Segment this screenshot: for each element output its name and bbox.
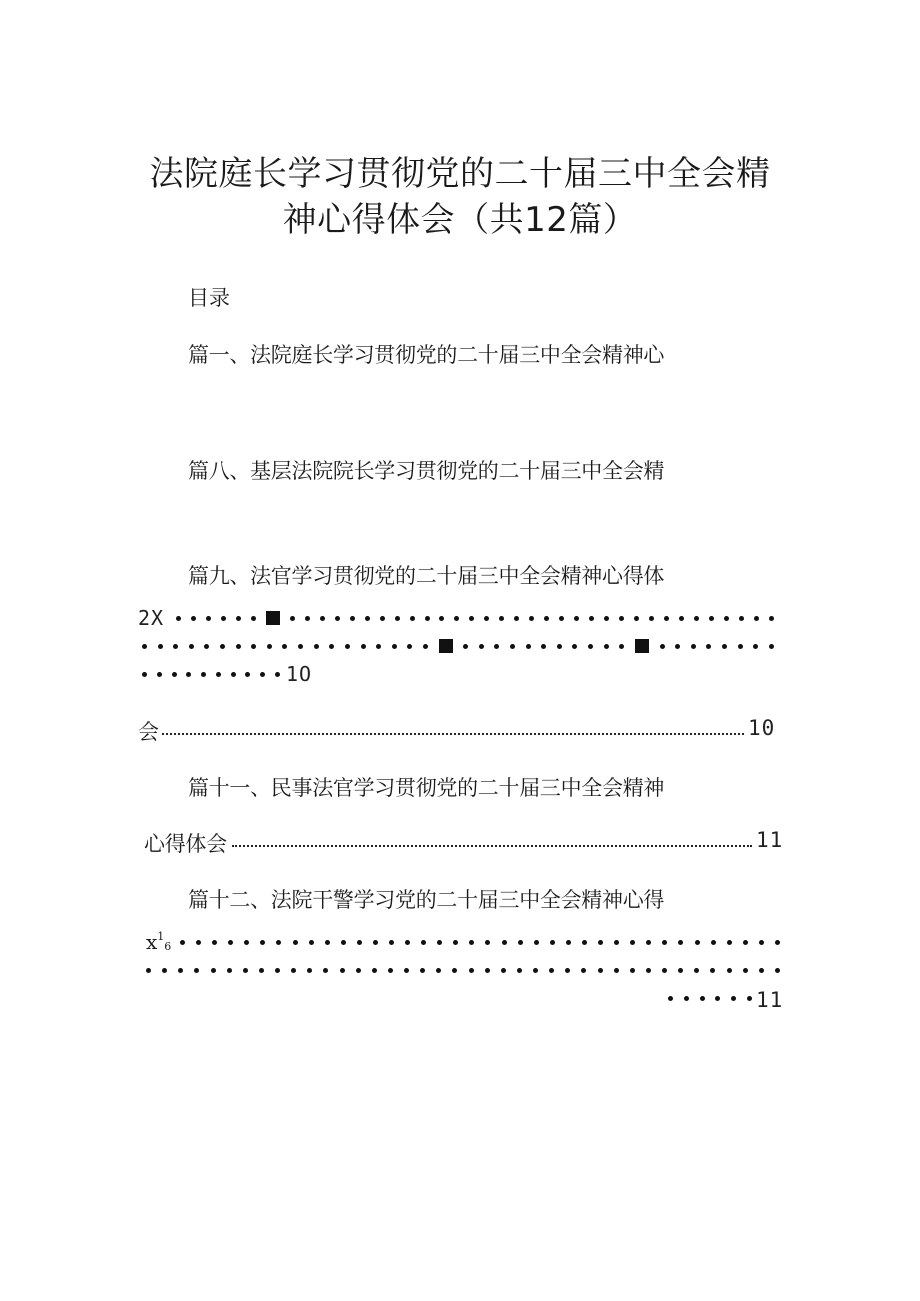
leader-dot: [172, 672, 177, 677]
leader-dot: [158, 644, 163, 649]
leader-dot: [454, 616, 459, 621]
leader-dot: [549, 968, 554, 973]
toc-entry-9[interactable]: 篇九、法官学习贯彻党的二十届三中全会精神心得体: [188, 564, 665, 588]
leader-dot: [706, 644, 711, 649]
leader-dot: [485, 968, 490, 973]
leader-dot: [356, 968, 361, 973]
leader-dot: [291, 968, 296, 973]
leader-dot: [646, 968, 651, 973]
leader-dot: [357, 940, 362, 945]
leader-dot: [275, 672, 280, 677]
leader-dot: [510, 644, 515, 649]
leader-dot: [389, 940, 394, 945]
square-marker: [635, 639, 649, 653]
leader-dot: [372, 968, 377, 973]
leader-dot: [499, 616, 504, 621]
leader-dot: [581, 968, 586, 973]
leader-dot: [251, 644, 256, 649]
leader-dot: [550, 940, 555, 945]
square-marker: [439, 639, 453, 653]
leader-dot: [420, 968, 425, 973]
leader-dot: [502, 940, 507, 945]
leader-dot: [678, 940, 683, 945]
leader-dot: [259, 968, 264, 973]
leader-dot: [186, 672, 191, 677]
page-number: 11: [756, 988, 784, 1012]
leader-dot: [157, 672, 162, 677]
dot-leader-row: [180, 930, 780, 954]
leader-dot: [660, 644, 665, 649]
leader-dot: [469, 616, 474, 621]
garbled-prefix-1: 2X: [138, 606, 165, 630]
leader-dot: [678, 968, 683, 973]
leader-dot: [588, 644, 593, 649]
dot-leader-row: [142, 634, 774, 658]
leader-dot: [769, 644, 774, 649]
leader-dot: [518, 940, 523, 945]
leader-dot: [350, 616, 355, 621]
leader-dot: [727, 968, 732, 973]
leader-dot: [221, 616, 226, 621]
leader-dot: [598, 968, 603, 973]
leader-dot: [557, 644, 562, 649]
leader-dot: [731, 996, 736, 1001]
toc-heading: 目录: [188, 286, 230, 310]
leader-dot: [314, 644, 319, 649]
leader-dot: [298, 644, 303, 649]
page-number: 10: [748, 716, 776, 740]
leader-dot: [162, 968, 167, 973]
leader-dot: [694, 968, 699, 973]
leader-dot: [421, 940, 426, 945]
leader-dot: [142, 644, 147, 649]
leader-dot: [323, 968, 328, 973]
leader-dot: [619, 644, 624, 649]
leader-dot: [715, 996, 720, 1001]
leader-dot: [675, 644, 680, 649]
leader-dot: [275, 968, 280, 973]
leader-dot: [392, 644, 397, 649]
leader-dot: [534, 940, 539, 945]
leader-dot: [191, 616, 196, 621]
leader-dot: [345, 644, 350, 649]
leader-dot: [212, 940, 217, 945]
leader-dot: [305, 616, 310, 621]
page-number: 11: [756, 828, 784, 852]
leader-dot: [196, 940, 201, 945]
leader-dot: [146, 968, 151, 973]
leader-dot: [307, 968, 312, 973]
leader-dot: [775, 968, 780, 973]
leader-dot: [423, 644, 428, 649]
dot-leader: [162, 733, 744, 735]
leader-dot: [559, 616, 564, 621]
leader-dot: [738, 644, 743, 649]
leader-dot: [727, 940, 732, 945]
leader-dot: [410, 616, 415, 621]
leader-dot: [373, 940, 378, 945]
leader-dot: [630, 968, 635, 973]
square-marker: [266, 611, 280, 625]
leader-dot: [754, 616, 759, 621]
leader-dot: [775, 940, 780, 945]
leader-dot: [769, 616, 774, 621]
leader-dot: [711, 940, 716, 945]
leader-dot: [634, 616, 639, 621]
leader-dot: [589, 616, 594, 621]
leader-dot: [236, 644, 241, 649]
leader-dot: [700, 996, 705, 1001]
leader-dot: [463, 644, 468, 649]
leader-dot: [630, 940, 635, 945]
leader-dot: [743, 968, 748, 973]
leader-dot: [267, 644, 272, 649]
leader-dot: [180, 940, 185, 945]
leader-dot: [290, 616, 295, 621]
toc-entry-8[interactable]: 篇八、基层法院院长学习贯彻党的二十届三中全会精: [188, 459, 665, 483]
leader-dot: [388, 968, 393, 973]
page-number: 1O: [286, 662, 313, 686]
leader-dot: [646, 940, 651, 945]
leader-dot: [251, 616, 256, 621]
leader-dot: [572, 644, 577, 649]
leader-dot: [668, 996, 673, 1001]
leader-dot: [244, 940, 249, 945]
leader-dot: [340, 968, 345, 973]
toc-entry-12[interactable]: 篇十二、法院干警学习党的二十届三中全会精神心得: [188, 888, 665, 912]
leader-dot: [759, 940, 764, 945]
leader-dot: [759, 968, 764, 973]
leader-dot: [533, 968, 538, 973]
leader-dot: [514, 616, 519, 621]
leader-dot: [544, 616, 549, 621]
leader-dot: [452, 968, 457, 973]
leader-dot: [173, 644, 178, 649]
dot-leader-row: [176, 606, 774, 630]
leader-dot: [425, 616, 430, 621]
document-title-line-2: 神心得体会（共12篇）: [282, 200, 638, 240]
leader-dot: [691, 644, 696, 649]
leader-dot: [469, 940, 474, 945]
leader-dot: [216, 672, 221, 677]
leader-dot: [329, 644, 334, 649]
leader-dot: [614, 968, 619, 973]
leader-dot: [649, 616, 654, 621]
leader-dot: [739, 616, 744, 621]
leader-dot: [724, 616, 729, 621]
leader-dot: [598, 940, 603, 945]
leader-dot: [517, 968, 522, 973]
leader-dot: [194, 968, 199, 973]
leader-dot: [664, 616, 669, 621]
leader-dot: [695, 940, 700, 945]
leader-dot: [694, 616, 699, 621]
leader-dot: [614, 940, 619, 945]
leader-dot: [574, 616, 579, 621]
leader-dot: [211, 968, 216, 973]
leader-dot: [582, 940, 587, 945]
leader-dot: [204, 644, 209, 649]
leader-dot: [341, 940, 346, 945]
dot-leader-row: [146, 958, 780, 982]
leader-dot: [178, 968, 183, 973]
leader-dot: [453, 940, 458, 945]
leader-dot: [376, 644, 381, 649]
leader-dot: [220, 644, 225, 649]
leader-dot: [231, 672, 236, 677]
leader-dot: [679, 616, 684, 621]
leader-dot: [437, 940, 442, 945]
leader-dot: [436, 968, 441, 973]
toc-entry-9-tail[interactable]: 会: [138, 720, 159, 744]
leader-dot: [710, 968, 715, 973]
leader-dot: [142, 672, 147, 677]
leader-dot: [201, 672, 206, 677]
leader-dot: [228, 940, 233, 945]
dot-leader-row: [668, 986, 752, 1010]
leader-dot: [365, 616, 370, 621]
leader-dot: [206, 616, 211, 621]
leader-dot: [747, 996, 752, 1001]
leader-dot: [541, 644, 546, 649]
leader-dot: [479, 644, 484, 649]
document-title-line-1: 法院庭长学习贯彻党的二十届三中全会精: [149, 154, 771, 194]
leader-dot: [236, 616, 241, 621]
dot-leader: [232, 845, 752, 847]
leader-dot: [260, 940, 265, 945]
leader-dot: [293, 940, 298, 945]
leader-dot: [662, 968, 667, 973]
leader-dot: [405, 940, 410, 945]
leader-dot: [662, 940, 667, 945]
toc-entry-11-tail[interactable]: 心得体会: [144, 832, 227, 856]
leader-dot: [484, 616, 489, 621]
leader-dot: [260, 672, 265, 677]
leader-dot: [227, 968, 232, 973]
toc-entry-1[interactable]: 篇一、法院庭长学习贯彻党的二十届三中全会精神心: [188, 343, 665, 367]
leader-dot: [619, 616, 624, 621]
leader-dot: [565, 968, 570, 973]
leader-dot: [709, 616, 714, 621]
leader-dot: [325, 940, 330, 945]
leader-dot: [189, 644, 194, 649]
leader-dot: [361, 644, 366, 649]
leader-dot: [469, 968, 474, 973]
leader-dot: [722, 644, 727, 649]
garbled-prefix-2: $x^1_6$: [146, 930, 172, 954]
dot-leader-row: [142, 662, 280, 686]
leader-dot: [245, 672, 250, 677]
leader-dot: [309, 940, 314, 945]
leader-dot: [529, 616, 534, 621]
leader-dot: [282, 644, 287, 649]
leader-dot: [176, 616, 181, 621]
leader-dot: [335, 616, 340, 621]
leader-dot: [604, 644, 609, 649]
leader-dot: [494, 644, 499, 649]
leader-dot: [243, 968, 248, 973]
leader-dot: [743, 940, 748, 945]
leader-dot: [380, 616, 385, 621]
leader-dot: [753, 644, 758, 649]
leader-dot: [526, 644, 531, 649]
leader-dot: [407, 644, 412, 649]
leader-dot: [439, 616, 444, 621]
leader-dot: [684, 996, 689, 1001]
leader-dot: [395, 616, 400, 621]
leader-dot: [501, 968, 506, 973]
leader-dot: [604, 616, 609, 621]
leader-dot: [276, 940, 281, 945]
toc-entry-11[interactable]: 篇十一、民事法官学习贯彻党的二十届三中全会精神: [188, 776, 665, 800]
leader-dot: [320, 616, 325, 621]
leader-dot: [566, 940, 571, 945]
leader-dot: [404, 968, 409, 973]
leader-dot: [485, 940, 490, 945]
